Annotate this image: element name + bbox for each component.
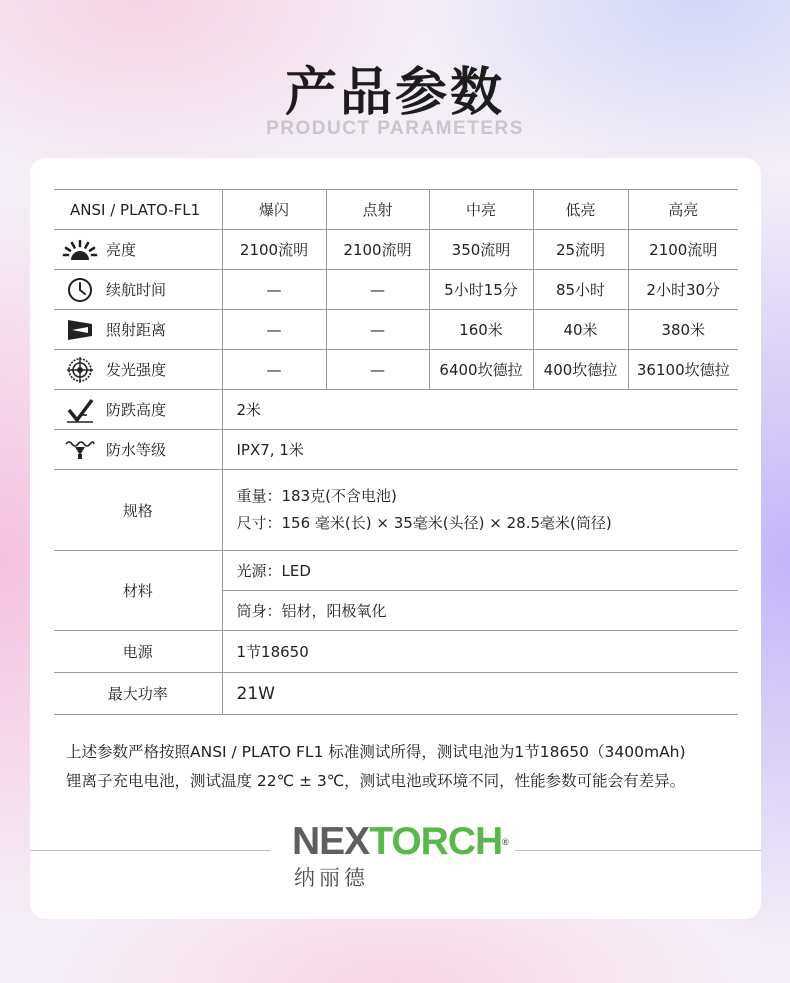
table-cell: — (326, 350, 429, 390)
divider-right (515, 850, 761, 851)
mode-header: 中亮 (429, 190, 533, 230)
row-label: 电源 (54, 631, 222, 673)
table-row (54, 350, 738, 390)
row-label: 续航时间 (106, 281, 167, 299)
parameters-table (54, 189, 738, 715)
row-label: 照射距离 (106, 321, 167, 339)
page-subtitle: PRODUCT PARAMETERS (266, 118, 524, 139)
table-row (54, 270, 738, 310)
waterproof-icon (62, 437, 98, 463)
spec-weight: 重量：183克(不含电池) (236, 487, 397, 505)
table-cell: 2小时30分 (628, 270, 738, 310)
note-line: 锂离子充电电池，测试温度 22℃ ± 3℃，测试电池或环境不同，性能参数可能会有差异。 (66, 772, 686, 790)
table-cell: 2100流明 (326, 230, 429, 270)
table-cell: 光源：LED (222, 551, 738, 591)
table-row (54, 631, 738, 673)
row-label: 防跌高度 (106, 401, 167, 419)
table-cell: 85小时 (533, 270, 628, 310)
table-cell: 350流明 (429, 230, 533, 270)
divider-left (30, 850, 270, 851)
brand-name-cn: 纳丽德 (294, 866, 369, 890)
test-note (66, 738, 746, 796)
corner-label: ANSI / PLATO-FL1 (54, 190, 222, 230)
row-label: 防水等级 (106, 441, 167, 459)
table-cell: 25流明 (533, 230, 628, 270)
row-label: 规格 (54, 470, 222, 551)
table-cell: — (222, 270, 326, 310)
table-row (54, 430, 738, 470)
table-row (54, 230, 738, 270)
table-row (54, 470, 738, 551)
page-title: 产品参数 (284, 63, 505, 123)
table-cell: 筒身：铝材，阳极氧化 (222, 591, 738, 631)
clock-icon (62, 277, 98, 303)
table-row (54, 551, 738, 591)
sunburst-icon (62, 237, 98, 263)
mode-header: 高亮 (628, 190, 738, 230)
row-label: 亮度 (106, 241, 137, 259)
table-cell: 2米 (222, 390, 738, 430)
table-cell: 400坎德拉 (533, 350, 628, 390)
table-cell: 1节18650 (222, 631, 738, 673)
table-cell: 2100流明 (628, 230, 738, 270)
impact-resistance-icon (62, 397, 98, 423)
table-cell: 21W (222, 673, 738, 715)
table-row (54, 390, 738, 430)
row-label: 发光强度 (106, 361, 167, 379)
table-cell: — (222, 310, 326, 350)
row-label: 最大功率 (54, 673, 222, 715)
table-cell: 40米 (533, 310, 628, 350)
table-header-row (54, 190, 738, 230)
table-cell: 380米 (628, 310, 738, 350)
table-cell: 36100坎德拉 (628, 350, 738, 390)
table-cell: — (326, 270, 429, 310)
table-cell: — (326, 310, 429, 350)
table-cell: 6400坎德拉 (429, 350, 533, 390)
mode-header: 爆闪 (222, 190, 326, 230)
beam-distance-icon (62, 317, 98, 343)
table-row (54, 310, 738, 350)
spec-dimensions: 尺寸：156 毫米(长) × 35毫米(头径) × 28.5毫米(筒径) (236, 514, 612, 532)
table-cell: 160米 (429, 310, 533, 350)
table-cell: IPX7, 1米 (222, 430, 738, 470)
table-row (54, 673, 738, 715)
nextorch-logo: NEXTORCH® (292, 820, 509, 863)
mode-header: 低亮 (533, 190, 628, 230)
table-cell: — (222, 350, 326, 390)
table-cell: 5小时15分 (429, 270, 533, 310)
mode-header: 点射 (326, 190, 429, 230)
table-cell: 2100流明 (222, 230, 326, 270)
target-icon (62, 357, 98, 383)
note-line: 上述参数严格按照ANSI / PLATO FL1 标准测试所得，测试电池为1节18650（3400mAh) (66, 743, 686, 761)
row-label: 材料 (54, 551, 222, 631)
